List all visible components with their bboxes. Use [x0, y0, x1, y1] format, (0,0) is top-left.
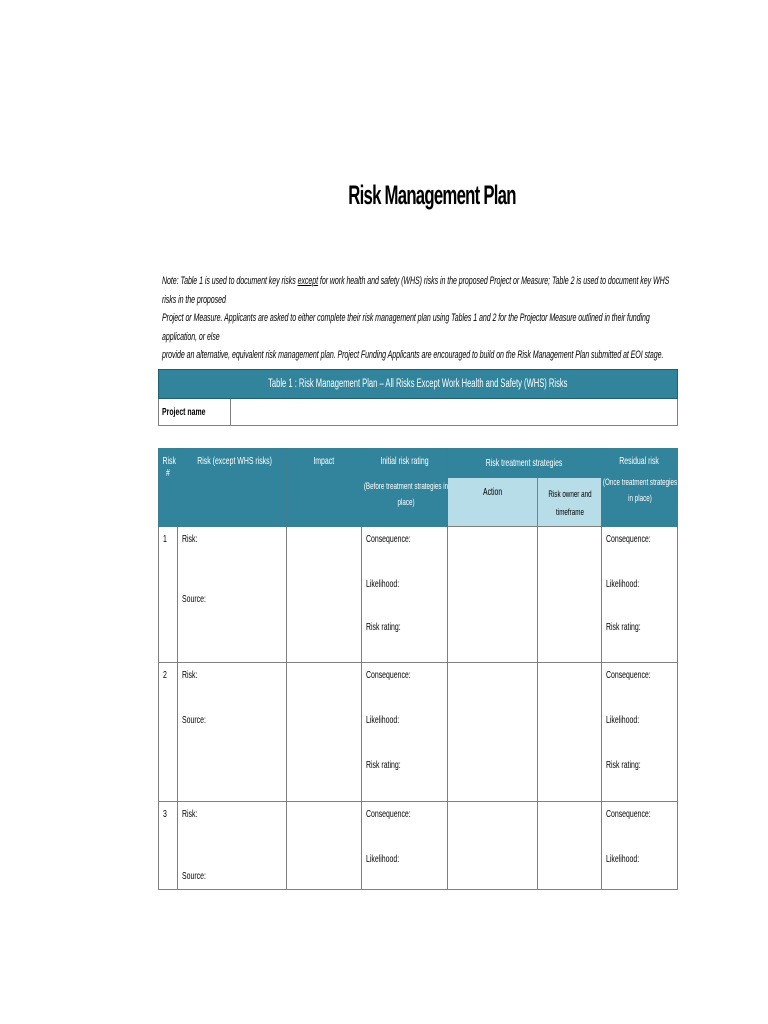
action-cell[interactable]: [448, 527, 538, 663]
note-text-2: for work health and safety (WHS) risks in the proposed Project or Measure; Table 2 is used to document key WHS risks in the proposed: [162, 275, 670, 306]
header-impact: Impact: [287, 449, 362, 527]
header-risk-number: Risk #: [159, 449, 178, 527]
initial-rating-cell[interactable]: Consequence: Likelihood:: [362, 802, 448, 890]
action-cell[interactable]: [448, 802, 538, 890]
note-line-3: provide an alternative, equivalent risk management plan. Project Funding Applicants are encouraged to build on the Risk Management Plan submitted at EOI stage.: [162, 349, 664, 362]
page-title: Risk Management Plan: [348, 180, 516, 210]
header-initial-risk: Initial risk rating (Before treatment strategies in place): [362, 449, 448, 527]
risk-cell[interactable]: Risk: Source:: [178, 527, 287, 663]
table-row: [159, 527, 678, 663]
project-name-field[interactable]: [231, 399, 678, 426]
header-risk: Risk (except WHS risks): [178, 449, 287, 527]
note-line-2: Project or Measure. Applicants are asked to either complete their risk management plan using Tables 1 and 2 for the Projector Measure outlined in their funding application, or else: [162, 312, 650, 343]
row-number: 2: [159, 663, 178, 802]
owner-cell[interactable]: [538, 802, 602, 890]
table-2: [158, 448, 678, 890]
header-residual-risk: Residual risk (Once treatment strategies in place): [602, 449, 678, 527]
row-number: 3: [159, 802, 178, 890]
initial-rating-cell[interactable]: Consequence: Likelihood: Risk rating:: [362, 527, 448, 663]
table-1-heading: Table 1 : Risk Management Plan – All Risks Except Work Health and Safety (WHS) Risks: [159, 370, 678, 399]
impact-cell[interactable]: [287, 527, 362, 663]
row-number: 1: [159, 527, 178, 663]
owner-cell[interactable]: [538, 527, 602, 663]
table-1: [158, 369, 678, 426]
risk-cell[interactable]: Risk: Source:: [178, 663, 287, 802]
table-row: [159, 663, 678, 802]
impact-cell[interactable]: [287, 802, 362, 890]
project-name-label: Project name: [159, 399, 231, 426]
note-underlined: except: [297, 275, 319, 287]
initial-rating-cell[interactable]: Consequence: Likelihood: Risk rating:: [362, 663, 448, 802]
impact-cell[interactable]: [287, 663, 362, 802]
residual-rating-cell[interactable]: Consequence: Likelihood:: [602, 802, 678, 890]
residual-rating-cell[interactable]: Consequence: Likelihood: Risk rating:: [602, 527, 678, 663]
risk-cell[interactable]: Risk: Source:: [178, 802, 287, 890]
action-cell[interactable]: [448, 663, 538, 802]
note-text-1: Note: Table 1 is used to document key risks: [162, 275, 298, 287]
header-action: Action: [448, 478, 538, 527]
header-owner: Risk owner and timeframe: [538, 478, 602, 527]
owner-cell[interactable]: [538, 663, 602, 802]
header-residual-sub: (Once treatment strategies in place): [602, 477, 678, 504]
residual-rating-cell[interactable]: Consequence: Likelihood: Risk rating:: [602, 663, 678, 802]
header-treatment: Risk treatment strategies: [448, 449, 602, 478]
table-row: [159, 802, 678, 890]
header-initial-sub: (Before treatment strategies in place): [363, 481, 449, 508]
